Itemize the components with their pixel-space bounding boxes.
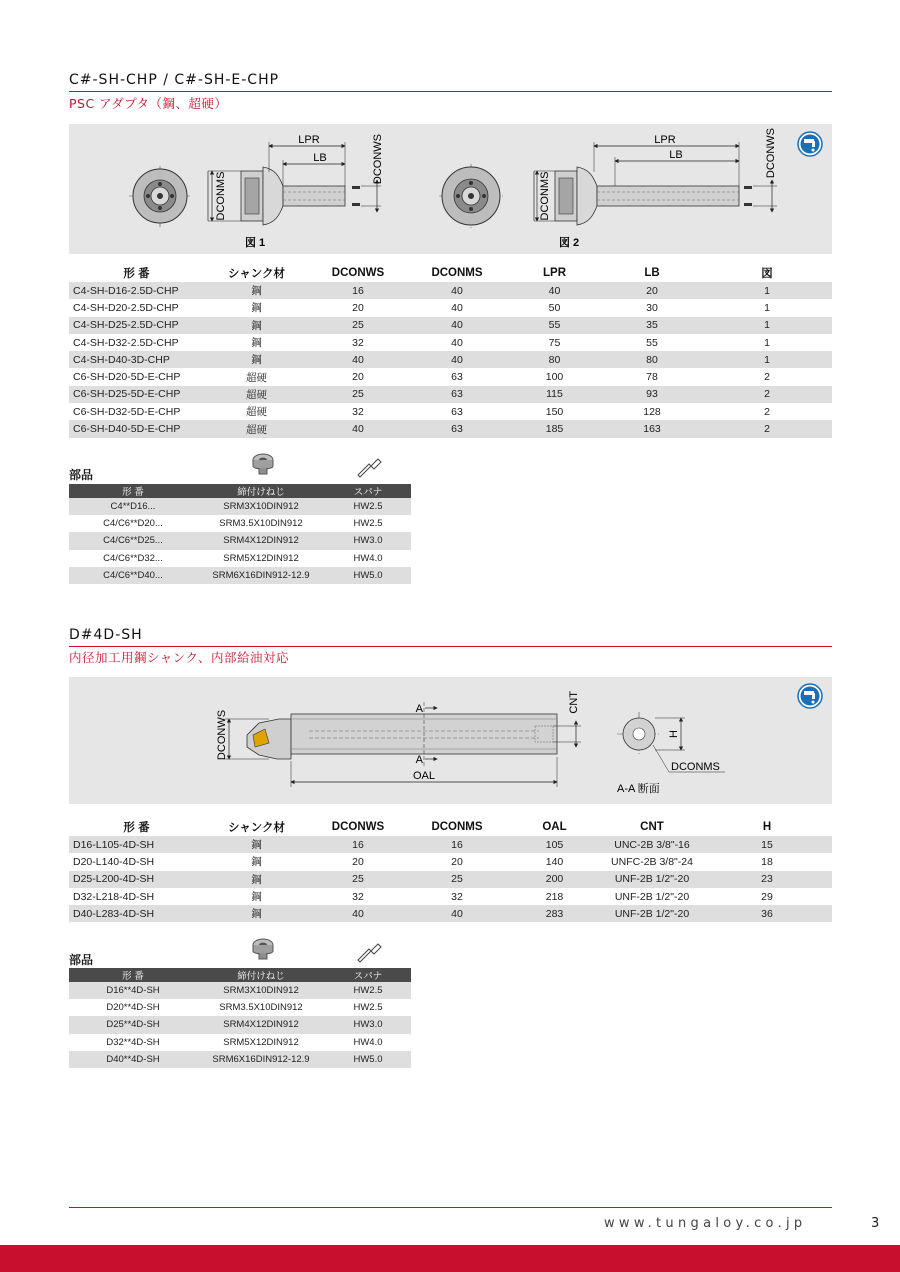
table-row (69, 420, 832, 437)
section1-parts-table (69, 484, 411, 584)
table-cell: 78 (602, 368, 702, 385)
table-cell: HW5.0 (325, 567, 411, 584)
section2-figure (69, 677, 832, 804)
col-lb: LB (644, 266, 660, 279)
table-row (69, 299, 832, 316)
footer-url[interactable]: www.tungaloy.co.jp (604, 1216, 807, 1231)
table-cell: 115 (507, 386, 602, 403)
table-cell: 63 (407, 386, 507, 403)
table-cell: UNC-2B 3/8"-16 (602, 836, 702, 853)
table-cell: 18 (702, 853, 832, 870)
table-cell: 185 (507, 420, 602, 437)
table-cell: 55 (602, 334, 702, 351)
parts-row (69, 982, 411, 999)
table-cell: 40 (407, 351, 507, 368)
table-cell: 50 (507, 299, 602, 316)
s2-dconws-label: DCONWS (216, 709, 228, 761)
table-cell: 80 (507, 351, 602, 368)
s2-section-label: A-A 断面 (617, 783, 660, 795)
table-cell: 63 (407, 368, 507, 385)
table-cell: 32 (309, 334, 407, 351)
table-cell: 128 (602, 403, 702, 420)
parts-row (69, 1016, 411, 1033)
table-cell: 36 (702, 905, 832, 922)
section2-parts-table (69, 968, 411, 1068)
table-cell: 鋼 (204, 905, 309, 922)
table-cell: HW4.0 (325, 1034, 411, 1051)
table-cell: D25**4D-SH (69, 1016, 197, 1033)
s2-a-top-label: A (415, 703, 423, 715)
col-dconws: DCONWS (331, 266, 385, 279)
table-cell: 40 (407, 334, 507, 351)
table-cell: C4-SH-D16-2.5D-CHP (69, 282, 204, 299)
table-cell: 40 (309, 905, 407, 922)
table-cell: 20 (602, 282, 702, 299)
table-cell: HW2.5 (325, 982, 411, 999)
parts-row (69, 532, 411, 549)
fig2-lb-label: LB (669, 149, 683, 161)
table-cell: C4/C6**D20... (69, 515, 197, 532)
table-cell: 40 (507, 282, 602, 299)
section1-rule (69, 91, 832, 92)
table-cell: 25 (407, 871, 507, 888)
section1-parts-header (69, 484, 411, 498)
table-cell: 29 (702, 888, 832, 905)
table-cell: UNF-2B 1/2"-20 (602, 871, 702, 888)
fig2-dconws-label: DCONWS (765, 128, 777, 179)
parts-col-wrench: スパナ (325, 484, 411, 498)
section1-title: C#-SH-CHP / C#-SH-E-CHP (69, 72, 280, 88)
table-cell: 1 (702, 317, 832, 334)
table-row (69, 386, 832, 403)
section1-figure (69, 124, 832, 254)
table-cell: 63 (407, 420, 507, 437)
screw-icon (250, 937, 280, 963)
table-cell: 鋼 (204, 853, 309, 870)
parts-row (69, 1034, 411, 1051)
table-cell: HW2.5 (325, 999, 411, 1016)
fig1-lb-label: LB (313, 152, 327, 164)
table-cell: D32**4D-SH (69, 1034, 197, 1051)
section2-subtitle: 内径加工用鋼シャンク、内部給油対応 (69, 650, 290, 665)
parts-row (69, 1051, 411, 1068)
table-cell: 20 (309, 368, 407, 385)
col-model: 形 番 (123, 821, 150, 834)
table-cell: SRM3.5X10DIN912 (197, 515, 325, 532)
table-cell: 218 (507, 888, 602, 905)
table-cell: 40 (309, 351, 407, 368)
table-row (69, 836, 832, 853)
fig2-caption: 図 2 (559, 237, 580, 249)
parts-row (69, 515, 411, 532)
table-cell: 超硬 (204, 368, 309, 385)
table-cell: SRM3.5X10DIN912 (197, 999, 325, 1016)
table-cell: 35 (602, 317, 702, 334)
table-cell: HW3.0 (325, 1016, 411, 1033)
table-cell: C4/C6**D40... (69, 567, 197, 584)
table-cell: UNFC-2B 3/8"-24 (602, 853, 702, 870)
table-cell: SRM4X12DIN912 (197, 1016, 325, 1033)
table-cell: 23 (702, 871, 832, 888)
table-cell: SRM5X12DIN912 (197, 550, 325, 567)
table-cell: 105 (507, 836, 602, 853)
table-cell: 鋼 (204, 334, 309, 351)
table-cell: D20**4D-SH (69, 999, 197, 1016)
table-cell: 1 (702, 299, 832, 316)
col-dconws: DCONWS (331, 820, 385, 833)
parts-row (69, 567, 411, 584)
table-cell: 25 (309, 871, 407, 888)
fig1-caption: 図 1 (245, 237, 266, 249)
table-cell: C6-SH-D40-5D-E-CHP (69, 420, 204, 437)
table-cell: 80 (602, 351, 702, 368)
table-cell: 63 (407, 403, 507, 420)
s2-h-label: H (668, 730, 680, 738)
table-cell: HW5.0 (325, 1051, 411, 1068)
fig1-dconms-label: DCONMS (215, 171, 227, 221)
table-cell: 15 (702, 836, 832, 853)
table-cell: C4-SH-D40-3D-CHP (69, 351, 204, 368)
table-cell: 40 (407, 282, 507, 299)
table-cell: 1 (702, 334, 832, 351)
parts-row (69, 498, 411, 515)
table-cell: SRM3X10DIN912 (197, 982, 325, 999)
coolant-icon (798, 684, 822, 708)
table-cell: 40 (407, 299, 507, 316)
table-cell: 150 (507, 403, 602, 420)
table-cell: 2 (702, 368, 832, 385)
table-cell: C4/C6**D32... (69, 550, 197, 567)
table-cell: C4-SH-D32-2.5D-CHP (69, 334, 204, 351)
table-cell: D16**4D-SH (69, 982, 197, 999)
table-cell: 20 (309, 853, 407, 870)
table-cell: C6-SH-D25-5D-E-CHP (69, 386, 204, 403)
table-cell: 超硬 (204, 420, 309, 437)
table-cell: C4/C6**D25... (69, 532, 197, 549)
table-cell: UNF-2B 1/2"-20 (602, 905, 702, 922)
s2-oal-label: OAL (412, 770, 436, 782)
table-cell: HW2.5 (325, 515, 411, 532)
table-cell: 40 (407, 905, 507, 922)
table-cell: 超硬 (204, 386, 309, 403)
table-row (69, 888, 832, 905)
section2-title: D#4D-SH (69, 627, 143, 643)
table-row (69, 905, 832, 922)
col-oal: OAL (542, 820, 567, 833)
table-cell: 283 (507, 905, 602, 922)
table-cell: 16 (309, 836, 407, 853)
table-cell: SRM4X12DIN912 (197, 532, 325, 549)
section1-subtitle: PSC アダプタ（鋼、超硬） (69, 96, 228, 111)
table-cell: 25 (309, 317, 407, 334)
table-cell: 鋼 (204, 299, 309, 316)
fig1-dconws-label: DCONWS (372, 134, 384, 185)
fig2-end-view (439, 164, 503, 228)
fig2-lpr-label: LPR (654, 134, 676, 146)
table-cell: 20 (309, 299, 407, 316)
s2-a-bottom-label: A (415, 754, 423, 766)
table-cell: 2 (702, 420, 832, 437)
s2-dconms-label: DCONMS (671, 761, 720, 773)
col-fig: 図 (761, 267, 773, 280)
table-cell: 30 (602, 299, 702, 316)
section1-table-header (69, 263, 832, 282)
parts-col-model: 形 番 (69, 968, 197, 982)
table-cell: SRM6X16DIN912-12.9 (197, 567, 325, 584)
table-cell: 40 (407, 317, 507, 334)
table-cell: 200 (507, 871, 602, 888)
col-shank-material: シャンク材 (227, 821, 286, 834)
table-cell: C4**D16... (69, 498, 197, 515)
fig1-side-view (208, 134, 384, 249)
table-row (69, 871, 832, 888)
table-cell: 1 (702, 282, 832, 299)
section2-parts-header (69, 968, 411, 982)
fig1-lpr-label: LPR (298, 134, 320, 146)
table-cell: SRM5X12DIN912 (197, 1034, 325, 1051)
parts-col-screw: 締付けねじ (197, 968, 325, 982)
section2-table-header (69, 817, 832, 836)
col-lpr: LPR (543, 266, 566, 279)
table-cell: C4-SH-D20-2.5D-CHP (69, 299, 204, 316)
table-row (69, 282, 832, 299)
parts-col-wrench: スパナ (325, 968, 411, 982)
section2-parts-label: 部品 (69, 953, 94, 967)
table-cell: HW4.0 (325, 550, 411, 567)
table-cell: 163 (602, 420, 702, 437)
table-cell: 93 (602, 386, 702, 403)
col-cnt: CNT (640, 820, 664, 833)
table-cell: D20-L140-4D-SH (69, 853, 204, 870)
col-dconms: DCONMS (431, 820, 483, 833)
table-cell: 16 (309, 282, 407, 299)
table-cell: 75 (507, 334, 602, 351)
table-row (69, 351, 832, 368)
table-cell: 1 (702, 351, 832, 368)
table-cell: SRM6X16DIN912-12.9 (197, 1051, 325, 1068)
col-dconms: DCONMS (431, 266, 483, 279)
table-cell: 2 (702, 403, 832, 420)
section2-spec-table (69, 817, 832, 922)
screw-icon (250, 452, 280, 478)
table-cell: HW2.5 (325, 498, 411, 515)
col-model: 形 番 (123, 267, 150, 280)
parts-row (69, 550, 411, 567)
table-cell: C6-SH-D32-5D-E-CHP (69, 403, 204, 420)
table-cell: D32-L218-4D-SH (69, 888, 204, 905)
s2-cnt-label: CNT (568, 691, 580, 714)
table-cell: 鋼 (204, 888, 309, 905)
section2-rule (69, 646, 832, 647)
col-h: H (762, 820, 772, 833)
fig2-dconms-label: DCONMS (539, 171, 551, 221)
section1-parts-label: 部品 (69, 468, 94, 482)
table-cell: 鋼 (204, 282, 309, 299)
table-cell: 32 (407, 888, 507, 905)
table-cell: 16 (407, 836, 507, 853)
table-cell: 55 (507, 317, 602, 334)
table-cell: 100 (507, 368, 602, 385)
parts-col-model: 形 番 (69, 484, 197, 498)
shank-section-view (617, 712, 725, 795)
fig1-end-view (129, 166, 191, 227)
table-row (69, 334, 832, 351)
coolant-icon (798, 132, 822, 156)
table-cell: 鋼 (204, 871, 309, 888)
table-cell: 25 (309, 386, 407, 403)
table-cell: 鋼 (204, 317, 309, 334)
parts-row (69, 999, 411, 1016)
table-cell: UNF-2B 1/2"-20 (602, 888, 702, 905)
table-cell: D25-L200-4D-SH (69, 871, 204, 888)
table-row (69, 317, 832, 334)
table-cell: C4-SH-D25-2.5D-CHP (69, 317, 204, 334)
table-cell: 32 (309, 403, 407, 420)
table-cell: C6-SH-D20-5D-E-CHP (69, 368, 204, 385)
shank-side-view (216, 691, 581, 787)
table-cell: HW3.0 (325, 532, 411, 549)
table-cell: D40**4D-SH (69, 1051, 197, 1068)
table-cell: D16-L105-4D-SH (69, 836, 204, 853)
table-cell: 2 (702, 386, 832, 403)
table-row (69, 368, 832, 385)
parts-col-screw: 締付けねじ (197, 484, 325, 498)
fig2-side-view (534, 128, 777, 249)
footer-rule (69, 1207, 832, 1208)
table-cell: 鋼 (204, 351, 309, 368)
table-cell: 鋼 (204, 836, 309, 853)
table-cell: 20 (407, 853, 507, 870)
table-cell: 40 (309, 420, 407, 437)
wrench-icon (356, 455, 384, 481)
page-number: 3 (871, 1216, 880, 1231)
col-shank-material: シャンク材 (227, 267, 286, 280)
shank-drawing (69, 677, 832, 804)
table-cell: SRM3X10DIN912 (197, 498, 325, 515)
table-cell: 超硬 (204, 403, 309, 420)
table-cell: 140 (507, 853, 602, 870)
adapter-drawing (69, 124, 832, 254)
table-cell: D40-L283-4D-SH (69, 905, 204, 922)
bottom-brand-bar (0, 1245, 900, 1272)
table-row (69, 853, 832, 870)
wrench-icon (356, 940, 384, 966)
table-cell: 32 (309, 888, 407, 905)
section1-spec-table (69, 263, 832, 438)
table-row (69, 403, 832, 420)
